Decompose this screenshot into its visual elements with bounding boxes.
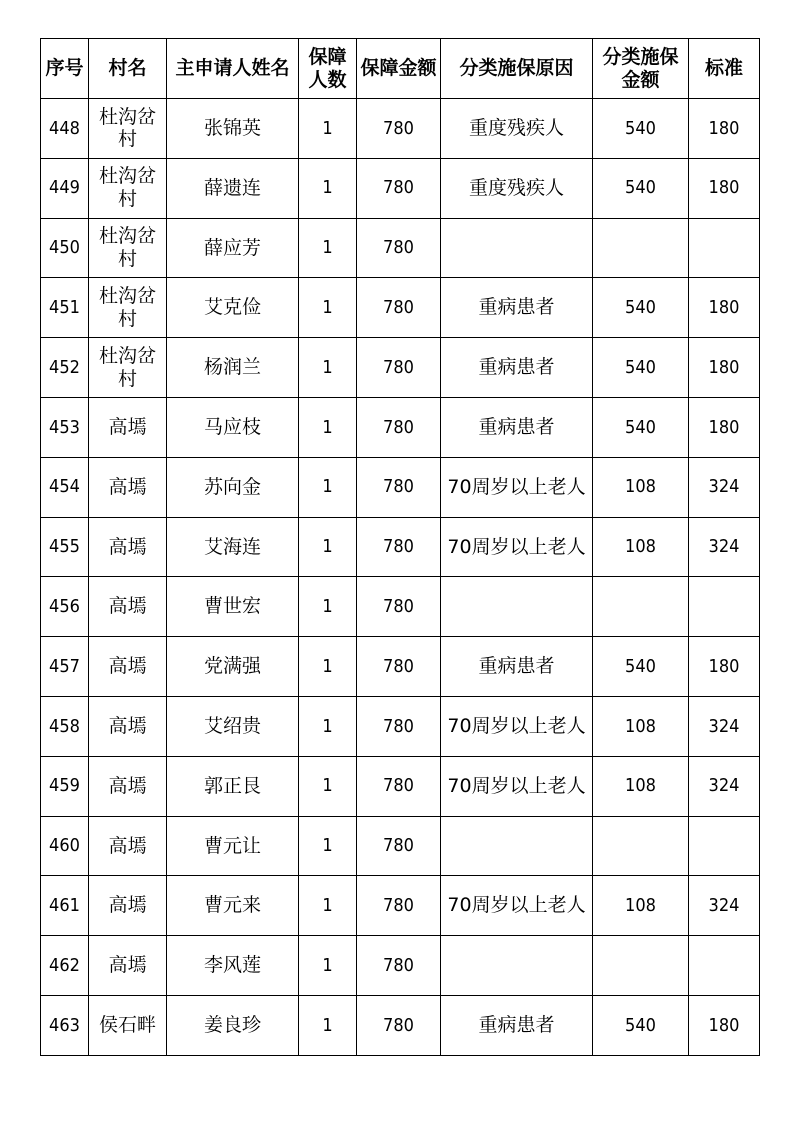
cell-seq: 452 [41,338,89,398]
cell-amount: 780 [357,99,441,159]
table-row [41,756,760,816]
cell-count: 1 [299,338,357,398]
cell-count: 1 [299,457,357,517]
table-row [41,995,760,1055]
cell-applicant: 曹世宏 [167,577,299,637]
header-standard: 标准 [689,39,760,99]
cell-applicant: 党满强 [167,637,299,697]
cell-count: 1 [299,577,357,637]
cell-applicant: 李风莲 [167,936,299,996]
cell-village: 高墕 [89,457,167,517]
cell-reason: 重病患者 [441,397,593,457]
cell-reason: 70周岁以上老人 [441,756,593,816]
cell-applicant: 张锦英 [167,99,299,159]
cell-extra: 108 [593,517,689,577]
table-row [41,517,760,577]
table-row [41,99,760,159]
cell-standard [689,218,760,278]
cell-reason: 重病患者 [441,995,593,1055]
cell-extra: 540 [593,99,689,159]
cell-standard: 324 [689,756,760,816]
cell-extra: 108 [593,457,689,517]
cell-amount: 780 [357,338,441,398]
cell-count: 1 [299,278,357,338]
cell-seq: 457 [41,637,89,697]
cell-reason: 重病患者 [441,637,593,697]
cell-count: 1 [299,756,357,816]
cell-village: 杜沟岔村 [89,278,167,338]
cell-village: 杜沟岔村 [89,338,167,398]
cell-reason: 重病患者 [441,278,593,338]
table-row [41,158,760,218]
cell-reason [441,577,593,637]
cell-applicant: 曹元来 [167,876,299,936]
cell-village: 杜沟岔村 [89,99,167,159]
cell-standard: 180 [689,637,760,697]
cell-count: 1 [299,517,357,577]
header-village: 村名 [89,39,167,99]
cell-reason: 重度残疾人 [441,99,593,159]
cell-seq: 451 [41,278,89,338]
cell-applicant: 艾海连 [167,517,299,577]
cell-seq: 455 [41,517,89,577]
header-row [41,39,760,99]
cell-extra [593,936,689,996]
table-row [41,876,760,936]
table-row [41,457,760,517]
cell-amount: 780 [357,278,441,338]
cell-extra: 540 [593,278,689,338]
cell-count: 1 [299,816,357,876]
cell-amount: 780 [357,218,441,278]
cell-village: 杜沟岔村 [89,158,167,218]
table-row [41,338,760,398]
cell-extra: 540 [593,637,689,697]
cell-count: 1 [299,99,357,159]
cell-count: 1 [299,218,357,278]
cell-reason: 70周岁以上老人 [441,457,593,517]
cell-extra: 540 [593,995,689,1055]
cell-extra: 108 [593,756,689,816]
cell-standard: 180 [689,158,760,218]
cell-reason: 70周岁以上老人 [441,517,593,577]
cell-seq: 456 [41,577,89,637]
cell-standard: 324 [689,876,760,936]
cell-applicant: 薛遗连 [167,158,299,218]
cell-extra: 540 [593,338,689,398]
cell-standard: 324 [689,517,760,577]
cell-seq: 458 [41,696,89,756]
cell-amount: 780 [357,457,441,517]
cell-standard: 180 [689,397,760,457]
header-extra: 分类施保金额 [593,39,689,99]
cell-applicant: 马应枝 [167,397,299,457]
header-count: 保障人数 [299,39,357,99]
table-row [41,577,760,637]
table-row [41,696,760,756]
cell-extra: 540 [593,397,689,457]
cell-amount: 780 [357,756,441,816]
header-reason: 分类施保原因 [441,39,593,99]
cell-seq: 459 [41,756,89,816]
cell-applicant: 郭正艮 [167,756,299,816]
cell-extra: 108 [593,876,689,936]
cell-applicant: 曹元让 [167,816,299,876]
cell-amount: 780 [357,397,441,457]
cell-reason [441,218,593,278]
cell-applicant: 杨润兰 [167,338,299,398]
cell-extra [593,218,689,278]
header-applicant: 主申请人姓名 [167,39,299,99]
cell-applicant: 艾克俭 [167,278,299,338]
cell-village: 高墕 [89,517,167,577]
table-row [41,637,760,697]
cell-extra: 540 [593,158,689,218]
cell-count: 1 [299,936,357,996]
assistance-roster-table [40,38,760,1056]
cell-village: 高墕 [89,876,167,936]
cell-standard: 324 [689,696,760,756]
cell-standard: 180 [689,99,760,159]
cell-applicant: 薛应芳 [167,218,299,278]
cell-seq: 449 [41,158,89,218]
cell-reason: 重病患者 [441,338,593,398]
cell-village: 高墕 [89,577,167,637]
cell-count: 1 [299,397,357,457]
cell-amount: 780 [357,577,441,637]
cell-amount: 780 [357,936,441,996]
cell-reason: 70周岁以上老人 [441,876,593,936]
table-row [41,278,760,338]
cell-standard: 324 [689,457,760,517]
cell-amount: 780 [357,696,441,756]
cell-village: 高墕 [89,816,167,876]
cell-amount: 780 [357,637,441,697]
cell-count: 1 [299,696,357,756]
cell-extra [593,577,689,637]
cell-standard [689,816,760,876]
table-row [41,936,760,996]
cell-seq: 460 [41,816,89,876]
cell-standard [689,577,760,637]
cell-standard: 180 [689,338,760,398]
cell-amount: 780 [357,995,441,1055]
cell-count: 1 [299,158,357,218]
cell-applicant: 艾绍贵 [167,696,299,756]
cell-seq: 462 [41,936,89,996]
cell-village: 高墕 [89,397,167,457]
cell-applicant: 苏向金 [167,457,299,517]
cell-applicant: 姜良珍 [167,995,299,1055]
cell-standard: 180 [689,995,760,1055]
cell-seq: 450 [41,218,89,278]
cell-village: 高墕 [89,936,167,996]
cell-count: 1 [299,637,357,697]
cell-village: 高墕 [89,637,167,697]
cell-seq: 453 [41,397,89,457]
cell-amount: 780 [357,158,441,218]
cell-seq: 461 [41,876,89,936]
cell-seq: 463 [41,995,89,1055]
table-row [41,218,760,278]
header-seq: 序号 [41,39,89,99]
cell-reason: 70周岁以上老人 [441,696,593,756]
table-row [41,816,760,876]
cell-village: 高墕 [89,696,167,756]
cell-reason [441,816,593,876]
table-body [41,99,760,1056]
cell-amount: 780 [357,517,441,577]
table-row [41,397,760,457]
cell-extra: 108 [593,696,689,756]
cell-amount: 780 [357,816,441,876]
cell-reason [441,936,593,996]
cell-standard [689,936,760,996]
header-amount: 保障金额 [357,39,441,99]
cell-seq: 454 [41,457,89,517]
cell-village: 杜沟岔村 [89,218,167,278]
cell-standard: 180 [689,278,760,338]
cell-seq: 448 [41,99,89,159]
cell-village: 高墕 [89,756,167,816]
cell-village: 侯石畔 [89,995,167,1055]
cell-reason: 重度残疾人 [441,158,593,218]
cell-count: 1 [299,876,357,936]
cell-amount: 780 [357,876,441,936]
cell-extra [593,816,689,876]
cell-count: 1 [299,995,357,1055]
